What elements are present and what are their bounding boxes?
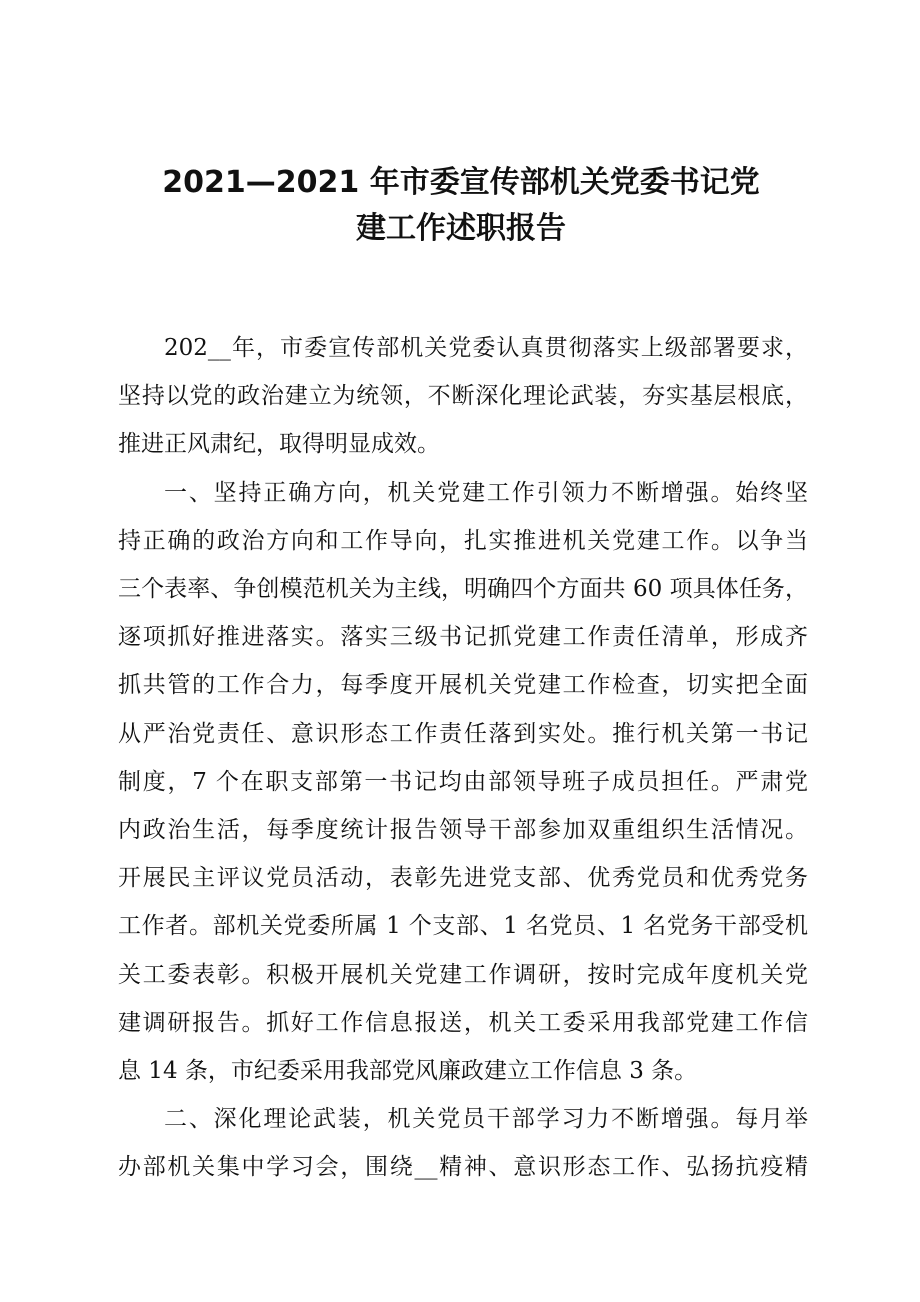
text-line: 三个表率、争创模范机关为主线，明确四个方面共 60 项具体任务， (118, 576, 808, 603)
document-title (118, 160, 804, 252)
text-line: 制度，7 个在职支部第一书记均由部领导班子成员担任。严肃党 (118, 768, 808, 795)
text-line: 坚持以党的政治建立为统领，不断深化理论武装，夯实基层根底， (118, 383, 808, 410)
text-line: 一、坚持正确方向，机关党建工作引领力不断增强。始终坚 (164, 479, 808, 506)
document-body (118, 324, 808, 1192)
title-line: 2021—2021 年市委宣传部机关党委书记党 (162, 165, 760, 200)
title-line: 建工作述职报告 (356, 211, 566, 246)
text-line: 抓共管的工作合力，每季度开展机关党建工作检查，切实把全面 (118, 672, 808, 699)
text-line: 开展民主评议党员活动，表彰先进党支部、优秀党员和优秀党务 (118, 865, 808, 892)
text-line: 办部机关集中学习会，围绕__精神、意识形态工作、弘扬抗疫精 (118, 1154, 808, 1181)
paragraph-intro (118, 324, 808, 469)
text-line: 202__年，市委宣传部机关党委认真贯彻落实上级部署要求， (164, 335, 808, 361)
text-line: 建调研报告。抓好工作信息报送，机关工委采用我部党建工作信 (118, 1009, 808, 1036)
text-line: 关工委表彰。积极开展机关党建工作调研，按时完成年度机关党 (118, 961, 808, 988)
paragraph-section-1 (118, 469, 808, 1096)
text-line: 二、深化理论武装，机关党员干部学习力不断增强。每月举 (164, 1106, 808, 1133)
text-line: 从严治党责任、意识形态工作责任落到实处。推行机关第一书记 (118, 720, 808, 747)
paragraph-section-2 (118, 1095, 808, 1191)
text-line: 工作者。部机关党委所属 1 个支部、1 名党员、1 名党务干部受机 (118, 913, 808, 940)
text-line: 内政治生活，每季度统计报告领导干部参加双重组织生活情况。 (118, 817, 808, 844)
text-line: 持正确的政治方向和工作导向，扎实推进机关党建工作。以争当 (118, 527, 808, 554)
text-line: 息 14 条，市纪委采用我部党风廉政建立工作信息 3 条。 (118, 1058, 698, 1085)
text-line: 推进正风肃纪，取得明显成效。 (118, 431, 440, 458)
text-line: 逐项抓好推进落实。落实三级书记抓党建工作责任清单，形成齐 (118, 624, 808, 651)
